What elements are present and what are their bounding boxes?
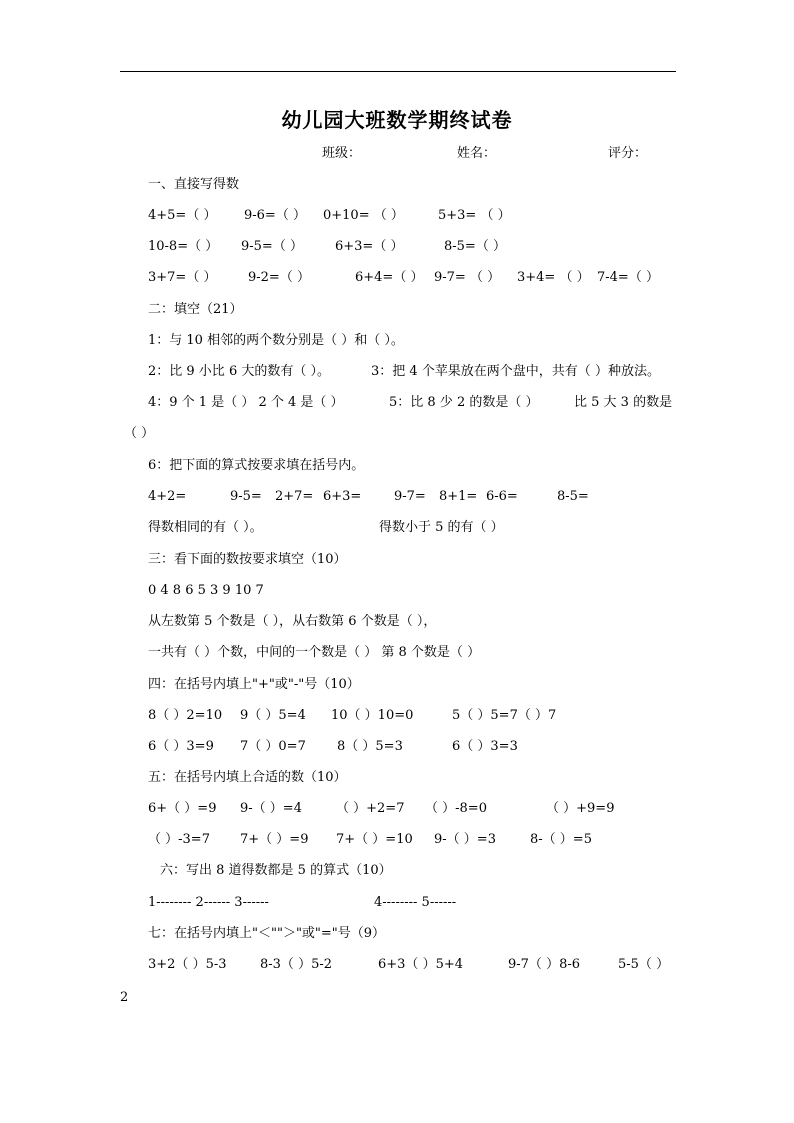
s1-r1-c2: 9-6=（ ） xyxy=(244,208,306,223)
s2-expr-1: 4+2= xyxy=(148,489,187,504)
s1-r1-c4: 5+3= （ ） xyxy=(438,208,511,223)
s3-q1: 从左数第 5 个数是（ ），从右数第 6 个数是（ ）， xyxy=(148,614,437,629)
s2-q5b: 比 5 大 3 的数是 xyxy=(574,395,673,410)
s2-same: 得数相同的有（ ）。 xyxy=(148,520,263,535)
section-3-heading: 三：看下面的数按要求填空（10） xyxy=(148,552,347,567)
s1-r3-c6: 7-4=（ ） xyxy=(597,270,659,285)
s5-r1-c4: （ ）-8=0 xyxy=(425,801,487,816)
s1-r3-c1: 3+7=（ ） xyxy=(148,270,217,285)
section-2-heading: 二：填空（21） xyxy=(148,302,243,317)
s5-r2-c4: 9-（ ）=3 xyxy=(434,832,496,847)
s4-r2-c3: 8（ ）5=3 xyxy=(337,739,403,754)
s5-r2-c2: 7+（ ）=9 xyxy=(240,832,309,847)
s7-r1-c2: 8-3（ ）5-2 xyxy=(260,957,333,972)
s2-less5: 得数小于 5 的有（ ） xyxy=(379,520,504,535)
section-1-heading: 一、直接写得数 xyxy=(148,177,240,192)
s6-blanks-a: 1-------- 2------ 3------ xyxy=(148,895,269,910)
s5-r1-c1: 6+（ ）=9 xyxy=(148,801,217,816)
s3-q2: 一共有（ ）个数，中间的一个数是（ ） 第 8 个数是（ ） xyxy=(148,645,481,660)
section-6-heading: 六：写出 8 道得数都是 5 的算式（10） xyxy=(160,863,392,878)
s1-r1-c3: 0+10= （ ） xyxy=(323,208,404,223)
s4-r1-c1: 8（ ）2=10 xyxy=(148,708,223,723)
s4-r2-c1: 6（ ）3=9 xyxy=(148,739,214,754)
s3-numbers: 0 4 8 6 5 3 9 10 7 xyxy=(148,583,264,598)
section-4-heading: 四：在括号内填上"+"或"-"号（10） xyxy=(148,677,360,692)
s1-r2-c2: 9-5=（ ） xyxy=(241,239,303,254)
s1-r3-c2: 9-2=（ ） xyxy=(248,270,310,285)
s2-q5a: 5：比 8 少 2 的数是（ ） xyxy=(389,395,539,410)
s5-r2-c3: 7+（ ）=10 xyxy=(336,832,413,847)
section-7-heading: 七：在括号内填上"＜""＞"或"="号（9） xyxy=(148,926,386,941)
s2-expr-2: 9-5= xyxy=(230,489,262,504)
s5-r2-c1: （ ）-3=7 xyxy=(148,832,210,847)
name-label: 姓名： xyxy=(457,146,497,161)
s7-r1-c5: 5-5（ ） xyxy=(618,957,670,972)
s2-q2: 2：比 9 小比 6 大的数有（ ）。 xyxy=(148,364,330,379)
s5-r2-c5: 8-（ ）=5 xyxy=(530,832,592,847)
s4-r2-c4: 6（ ）3=3 xyxy=(452,739,518,754)
section-5-heading: 五：在括号内填上合适的数（10） xyxy=(148,770,347,785)
s2-q3: 3：把 4 个苹果放在两个盘中，共有（ ）种放法。 xyxy=(371,364,660,379)
s1-r2-c3: 6+3=（ ） xyxy=(335,239,404,254)
s4-r2-c2: 7（ ）0=7 xyxy=(240,739,306,754)
s1-r2-c1: 10-8=（ ） xyxy=(148,239,219,254)
s7-r1-c4: 9-7（ ）8-6 xyxy=(508,957,581,972)
s7-r1-c3: 6+3（ ）5+4 xyxy=(378,957,464,972)
s2-q1: 1：与 10 相邻的两个数分别是（ ）和（ ）。 xyxy=(148,333,404,348)
top-rule xyxy=(120,71,676,72)
s1-r3-c3: 6+4=（ ） xyxy=(355,270,424,285)
s2-q6: 6：把下面的算式按要求填在括号内。 xyxy=(148,458,365,473)
page-title: 幼儿园大班数学期终试卷 xyxy=(281,108,513,132)
class-label: 班级： xyxy=(322,146,362,161)
page-number: 2 xyxy=(120,990,129,1005)
s4-r1-c3: 10（ ）10=0 xyxy=(331,708,414,723)
s2-expr-3: 2+7= xyxy=(275,489,314,504)
s4-r1-c2: 9（ ）5=4 xyxy=(240,708,306,723)
s2-expr-5: 9-7= xyxy=(394,489,426,504)
s6-blanks-b: 4-------- 5------ xyxy=(374,895,457,910)
s5-r1-c5: （ ）+9=9 xyxy=(546,801,615,816)
s1-r3-c4: 9-7= （ ） xyxy=(434,270,501,285)
s7-r1-c1: 3+2（ ）5-3 xyxy=(148,957,227,972)
s1-r3-c5: 3+4= （ ） xyxy=(517,270,590,285)
s2-expr-7: 6-6= xyxy=(486,489,518,504)
s2-expr-4: 6+3= xyxy=(323,489,362,504)
s2-expr-8: 8-5= xyxy=(557,489,589,504)
s5-r1-c3: （ ）+2=7 xyxy=(336,801,405,816)
s4-r1-c4: 5（ ）5=7（ ）7 xyxy=(452,708,557,723)
score-label: 评分： xyxy=(608,146,648,161)
s2-expr-6: 8+1= xyxy=(439,489,478,504)
s1-r2-c4: 8-5=（ ） xyxy=(444,239,506,254)
s1-r1-c1: 4+5=（ ） xyxy=(148,208,217,223)
s5-r1-c2: 9-（ ）=4 xyxy=(240,801,302,816)
s2-q5c: （ ） xyxy=(124,426,155,441)
s2-q4: 4：9 个 1 是（ ） 2 个 4 是（ ） xyxy=(148,395,344,410)
